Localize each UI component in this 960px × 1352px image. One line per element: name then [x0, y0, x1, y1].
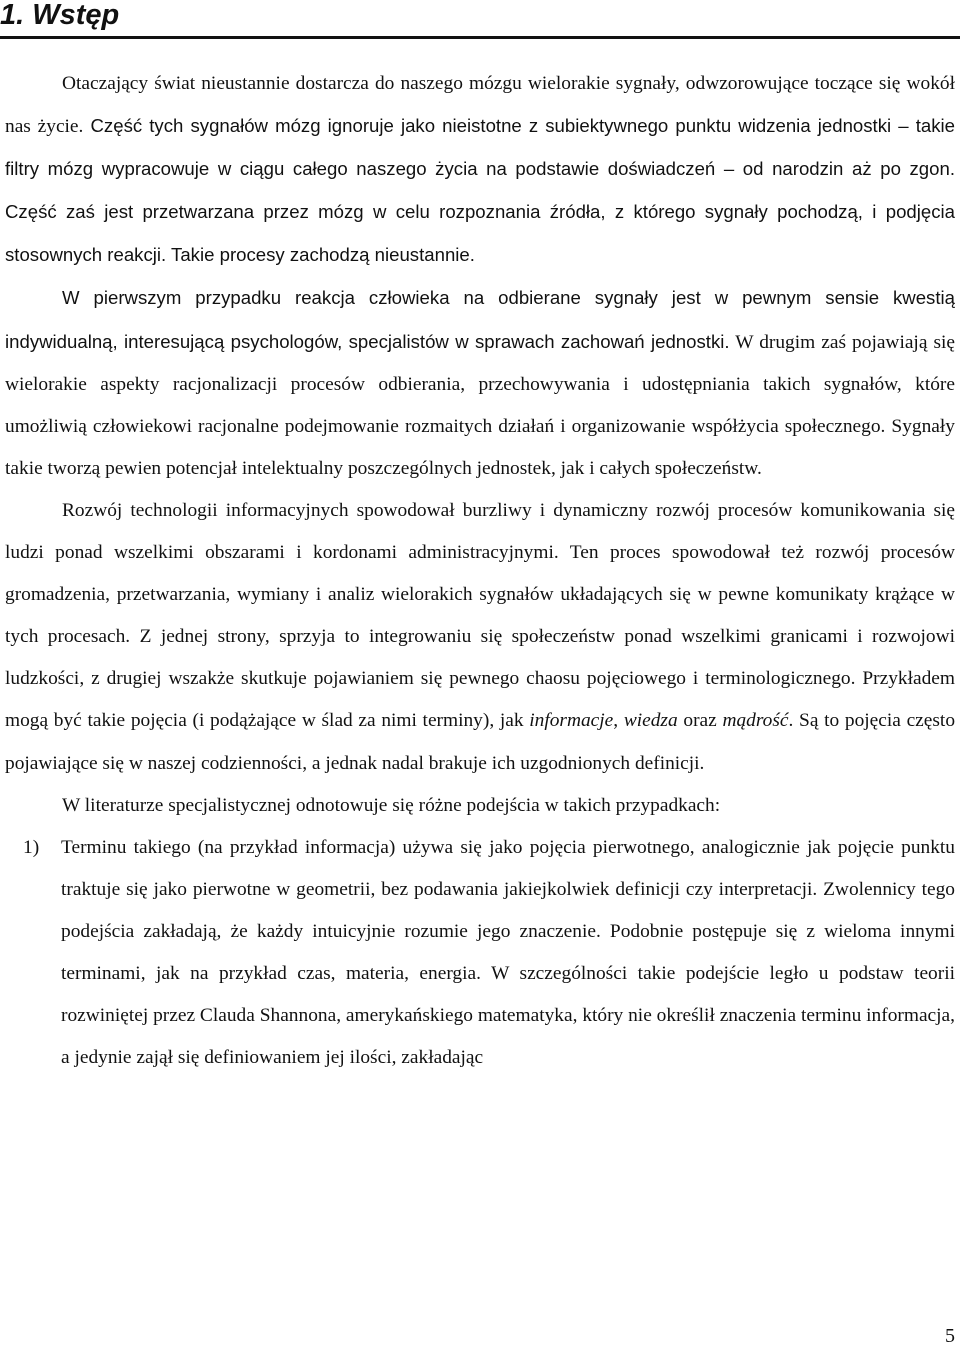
paragraph-2	[5, 277, 955, 489]
paragraph-1-sentence-1: Otaczający świat nieustannie dostarcza do naszego mózgu wielorakie sygnały, odwzorowujące toczące się wokół nas życie.	[5, 73, 955, 138]
page-number: 5	[945, 1325, 955, 1347]
term-wiedza: wiedza	[623, 710, 678, 732]
list-item-marker: 1)	[23, 836, 40, 858]
section-heading: 1. Wstęp	[0, 0, 120, 31]
paragraph-3-sentence-2: . Są to pojęcia często pojawiające się w naszej codzienności, a jednak nadal brakuje ich uzgodnionych definicji.	[5, 710, 956, 774]
list-item-text: Terminu takiego (na przykład informacja) używa się jako pojęcia pierwotnego, analogicznie jak pojęcie punktu traktuje się jako pierwotne w geometrii, bez podawania jakiejkolwiek definicji czy interpretacji. Zwolennicy tego podejścia zakładają, że każdy intuicyjnie rozumie jego znaczenie. Podobnie postępuje się z wieloma innymi terminami, jak na przykład czas, materia, energia. W szczególności takie podejście legło u podstaw teorii rozwiniętej przez Clauda Shannona, amerykańskiego matematyka, który nie określił znaczenia terminu informacja, a jedynie zajął się definiowaniem jej ilości, zakładając	[61, 836, 955, 1069]
paragraph-4: W literaturze specjalistycznej odnotowuje się różne podejścia w takich przypadkach:	[62, 794, 721, 816]
paragraph-3-sentence-1: Rozwój technologii informacyjnych spowodował burzliwy i dynamiczny rozwój procesów komunikowania się ludzi ponad wszelkimi obszarami i kordonami administracyjnymi. Ten proces spowodował też rozwój procesów gromadzenia, przetwarzania, wymiany i analiz wielorakich sygnałów układających się w pewne komunikaty krążące w tych procesach. Z jednej strony, sprzyja to integrowaniu się społeczeństw ponad wszelkimi granicami i rozwojowi ludzkości, z drugiej wszakże skutkuje pojawianiem się pewnego chaosu pojęciowego i terminologicznego. Przykładem mogą być takie pojęcia (i podążające w ślad za nimi terminy), jak	[5, 499, 955, 732]
term-separator-1: ,	[613, 710, 624, 732]
term-separator-2: oraz	[677, 710, 723, 732]
paragraph-2-sentence-1: W pierwszym przypadku reakcja człowieka na odbierane sygnały jest w pewnym sensie kwestią indywidualną, interesującą psychologów, specjalistów w sprawach zachowań jednostki.	[5, 287, 955, 352]
term-madrosc: mądrość	[722, 710, 789, 732]
paragraph-1-sentence-2: Część tych sygnałów mózg ignoruje jako nieistotne z subiektywnego punktu widzenia jednostki – takie filtry mózg wypracowuje w ciągu całego naszego życia na podstawie doświadczeń – od narodzin aż po zgon.	[5, 115, 955, 180]
paragraph-2-sentence-2: W drugim zaś pojawiają się wielorakie aspekty racjonalizacji procesów odbierania, przechowywania i udostępniania takich sygnałów, które umożliwią człowiekowi racjonalne podejmowanie rozmaitych działań i organizowanie współżycia społecznego.	[5, 331, 955, 437]
heading-rule	[0, 36, 960, 39]
document-body	[5, 63, 955, 1079]
term-informacje: informacje	[529, 710, 614, 732]
paragraph-2-sentence-3: Sygnały takie tworzą pewien potencjał intelektualny poszczególnych jednostek, jak i całych społeczeństw.	[5, 415, 955, 479]
paragraph-1-sentence-3: Część zaś jest przetwarzana przez mózg w celu rozpoznania źródła, z którego sygnały pochodzą, i podjęcia stosownych reakcji. Takie procesy zachodzą nieustannie.	[5, 201, 955, 266]
paragraph-1	[5, 63, 955, 277]
list-item	[5, 827, 955, 1080]
paragraph-3	[5, 490, 955, 785]
